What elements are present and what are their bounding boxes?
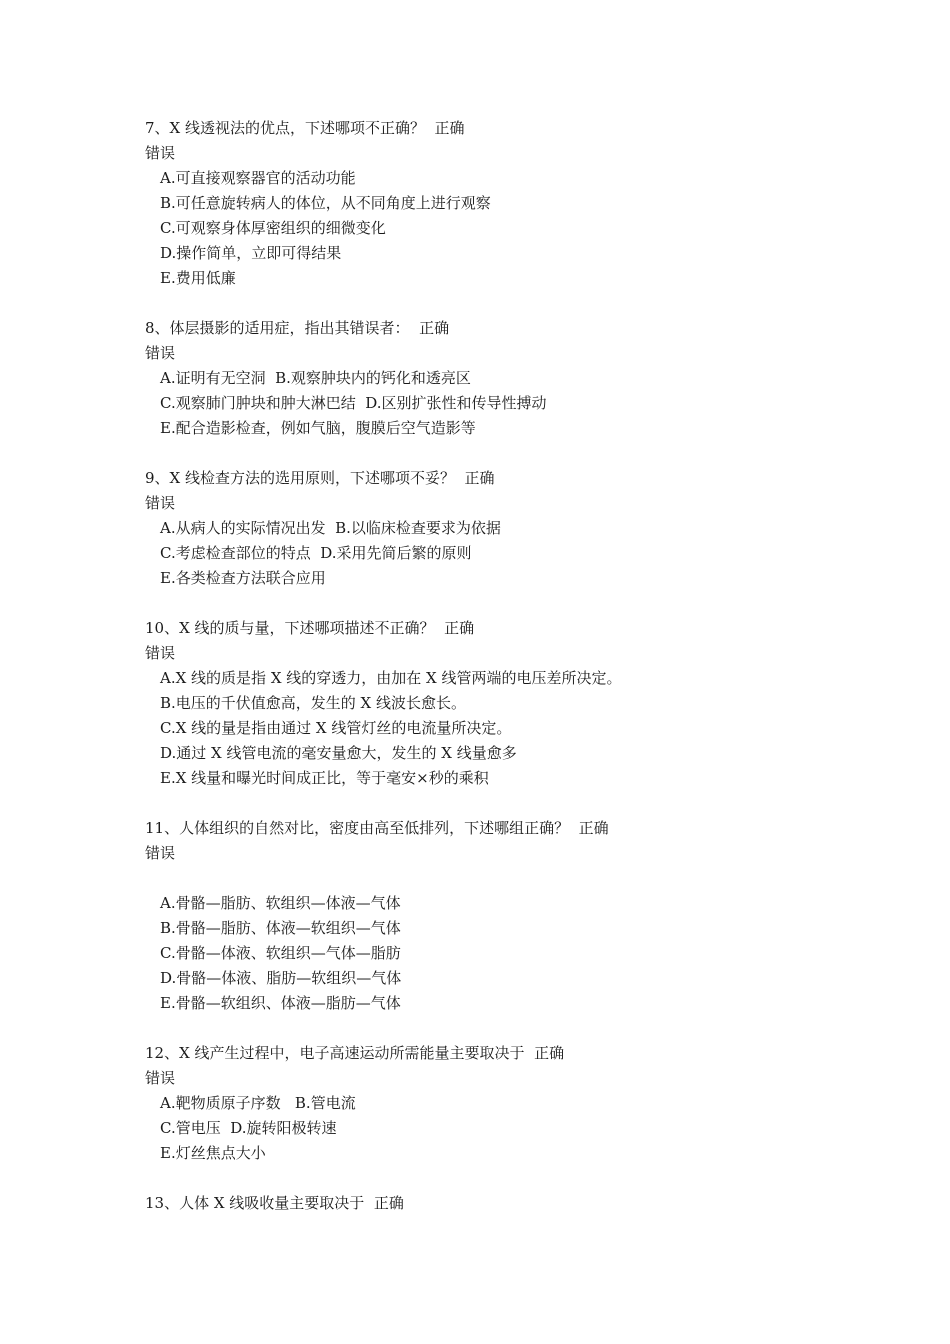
question-block <box>145 616 865 791</box>
question-stem: 12、X 线产生过程中，电子高速运动所需能量主要取决于 正确 <box>145 1044 565 1062</box>
answer-option: C.观察肺门肿块和肿大淋巴结 D.区别扩张性和传导性搏动 <box>160 394 547 412</box>
question-stem: 11、人体组织的自然对比，密度由高至低排列，下述哪组正确？ 正确 <box>145 819 609 837</box>
question-block <box>145 1191 865 1216</box>
answer-option: A.X 线的质是指 X 线的穿透力，由加在 X 线管两端的电压差所决定。 <box>160 669 622 687</box>
answer-option: E.X 线量和曝光时间成正比，等于毫安×秒的乘积 <box>160 769 489 787</box>
question-stem: 9、X 线检查方法的选用原则，下述哪项不妥？ 正确 <box>145 469 495 487</box>
blank-line <box>145 866 865 891</box>
answer-option: A.靶物质原子序数 B.管电流 <box>160 1094 356 1112</box>
answer-option: D.骨骼—体液、脂肪—软组织—气体 <box>160 969 402 987</box>
answer-option: B.可任意旋转病人的体位，从不同角度上进行观察 <box>160 194 491 212</box>
question-block <box>145 1041 865 1166</box>
question-block <box>145 466 865 591</box>
answer-option: E.配合造影检查，例如气脑，腹膜后空气造影等 <box>160 419 476 437</box>
question-block <box>145 316 865 441</box>
answer-option: A.证明有无空洞 B.观察肿块内的钙化和透亮区 <box>160 369 471 387</box>
answer-option: C.管电压 D.旋转阳极转速 <box>160 1119 337 1137</box>
answer-option: A.从病人的实际情况出发 B.以临床检查要求为依据 <box>160 519 501 537</box>
question-block <box>145 116 865 291</box>
answer-option: E.费用低廉 <box>160 269 236 287</box>
answer-option: C.骨骼—体液、软组织—气体—脂肪 <box>160 944 401 962</box>
question-tail: 错误 <box>145 494 176 512</box>
answer-option: E.各类检查方法联合应用 <box>160 569 326 587</box>
question-tail: 错误 <box>145 344 176 362</box>
document-page <box>145 116 865 1241</box>
question-stem: 10、X 线的质与量，下述哪项描述不正确？ 正确 <box>145 619 475 637</box>
question-tail: 错误 <box>145 144 176 162</box>
answer-option: E.灯丝焦点大小 <box>160 1144 266 1162</box>
question-tail: 错误 <box>145 644 176 662</box>
answer-option: A.骨骼—脂肪、软组织—体液—气体 <box>160 894 401 912</box>
answer-option: E.骨骼—软组织、体液—脂肪—气体 <box>160 994 401 1012</box>
answer-option: B.骨骼—脂肪、体液—软组织—气体 <box>160 919 401 937</box>
answer-option: D.操作简单，立即可得结果 <box>160 244 342 262</box>
answer-option: C.X 线的量是指由通过 X 线管灯丝的电流量所决定。 <box>160 719 512 737</box>
answer-option: D.通过 X 线管电流的毫安量愈大，发生的 X 线量愈多 <box>160 744 517 762</box>
answer-option: C.考虑检查部位的特点 D.采用先简后繁的原则 <box>160 544 472 562</box>
answer-option: C.可观察身体厚密组织的细微变化 <box>160 219 386 237</box>
question-stem: 8、体层摄影的适用症，指出其错误者： 正确 <box>145 319 450 337</box>
question-tail: 错误 <box>145 1069 176 1087</box>
question-block <box>145 816 865 1016</box>
answer-option: B.电压的千伏值愈高，发生的 X 线波长愈长。 <box>160 694 467 712</box>
question-stem: 7、X 线透视法的优点，下述哪项不正确？ 正确 <box>145 119 465 137</box>
answer-option: A.可直接观察器官的活动功能 <box>160 169 356 187</box>
question-stem: 13、人体 X 线吸收量主要取决于 正确 <box>145 1194 404 1212</box>
question-tail: 错误 <box>145 844 176 862</box>
